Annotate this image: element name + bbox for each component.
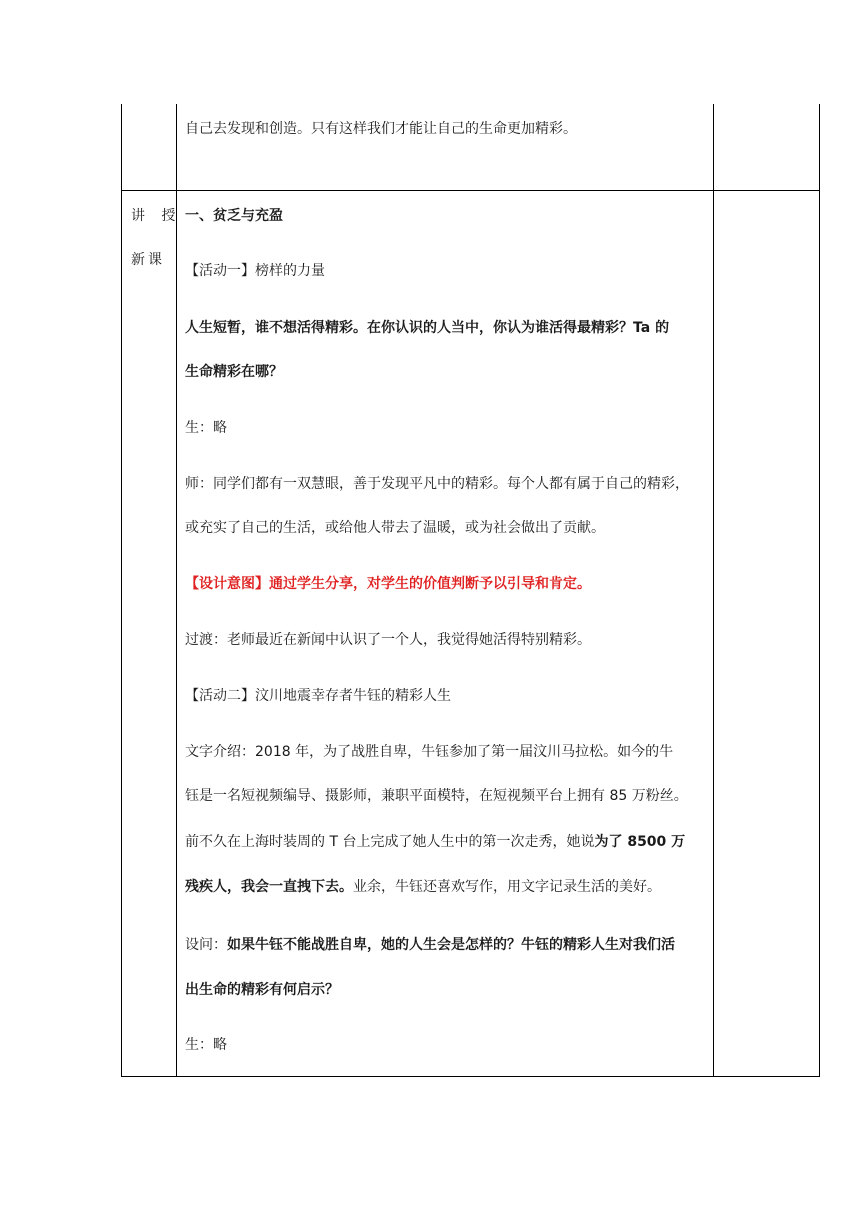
question2-prefix: 设问：: [185, 937, 227, 953]
row1-content: 自己去发现和创造。只有这样我们才能让自己的生命更加精彩。: [185, 121, 577, 137]
section-heading: 一、贫乏与充盈: [185, 208, 283, 224]
section-label-line1: 讲 授: [131, 208, 182, 224]
intro-line3: [185, 832, 685, 852]
table-bottom-border: [121, 1076, 820, 1077]
intro-line4: [185, 877, 661, 897]
intro-line2: 钰是一名短视频编导、摄影师，兼职平面模特，在短视频平台上拥有 85 万粉丝。: [185, 788, 688, 804]
teacher-line2: 或充实了自己的生活，或给他人带去了温暖，或为社会做出了贡献。: [185, 520, 605, 536]
intro-line4-bold: 残疾人，我会一直拽下去。: [185, 879, 353, 895]
intro-line4-normal: 业余，牛钰还喜欢写作，用文字记录生活的美好。: [353, 879, 661, 895]
intro-line3-normal: 前不久在上海时装周的 T 台上完成了她人生中的第一次走秀，她说: [185, 834, 595, 850]
student-answer-1: 生：略: [185, 420, 227, 436]
activity2-title: 【活动二】汶川地震幸存者牛钰的精彩人生: [185, 688, 451, 704]
intro-line1: 文字介绍：2018 年，为了战胜自卑，牛钰参加了第一届汶川马拉松。如今的牛: [185, 744, 674, 760]
table-column-divider-1: [176, 104, 177, 1077]
transition: 过渡：老师最近在新闻中认识了一个人，我觉得她活得特别精彩。: [185, 632, 591, 648]
table-row-divider: [121, 190, 820, 191]
question2-text: 如果牛钰不能战胜自卑，她的人生会是怎样的？牛钰的精彩人生对我们活: [227, 937, 675, 953]
table-column-divider-2: [713, 104, 714, 1077]
question1-line1: 人生短暂，谁不想活得精彩。在你认识的人当中，你认为谁活得最精彩？Ta 的: [185, 320, 670, 336]
section-label-line2: 新课: [131, 252, 165, 268]
design-intent: 【设计意图】通过学生分享，对学生的价值判断予以引导和肯定。: [185, 576, 591, 592]
activity1-title: 【活动一】榜样的力量: [185, 263, 325, 279]
table-right-border: [819, 104, 820, 1077]
question2-line1: [185, 935, 675, 955]
student-answer-2: 生：略: [185, 1037, 227, 1053]
table-left-border: [121, 104, 122, 1077]
question1-line2: 生命精彩在哪？: [185, 364, 283, 380]
question2-line2: 出生命的精彩有何启示？: [185, 982, 339, 998]
intro-line3-bold: 为了 8500 万: [594, 834, 686, 850]
teacher-line1: 师：同学们都有一双慧眼，善于发现平凡中的精彩。每个人都有属于自己的精彩，: [185, 476, 689, 492]
